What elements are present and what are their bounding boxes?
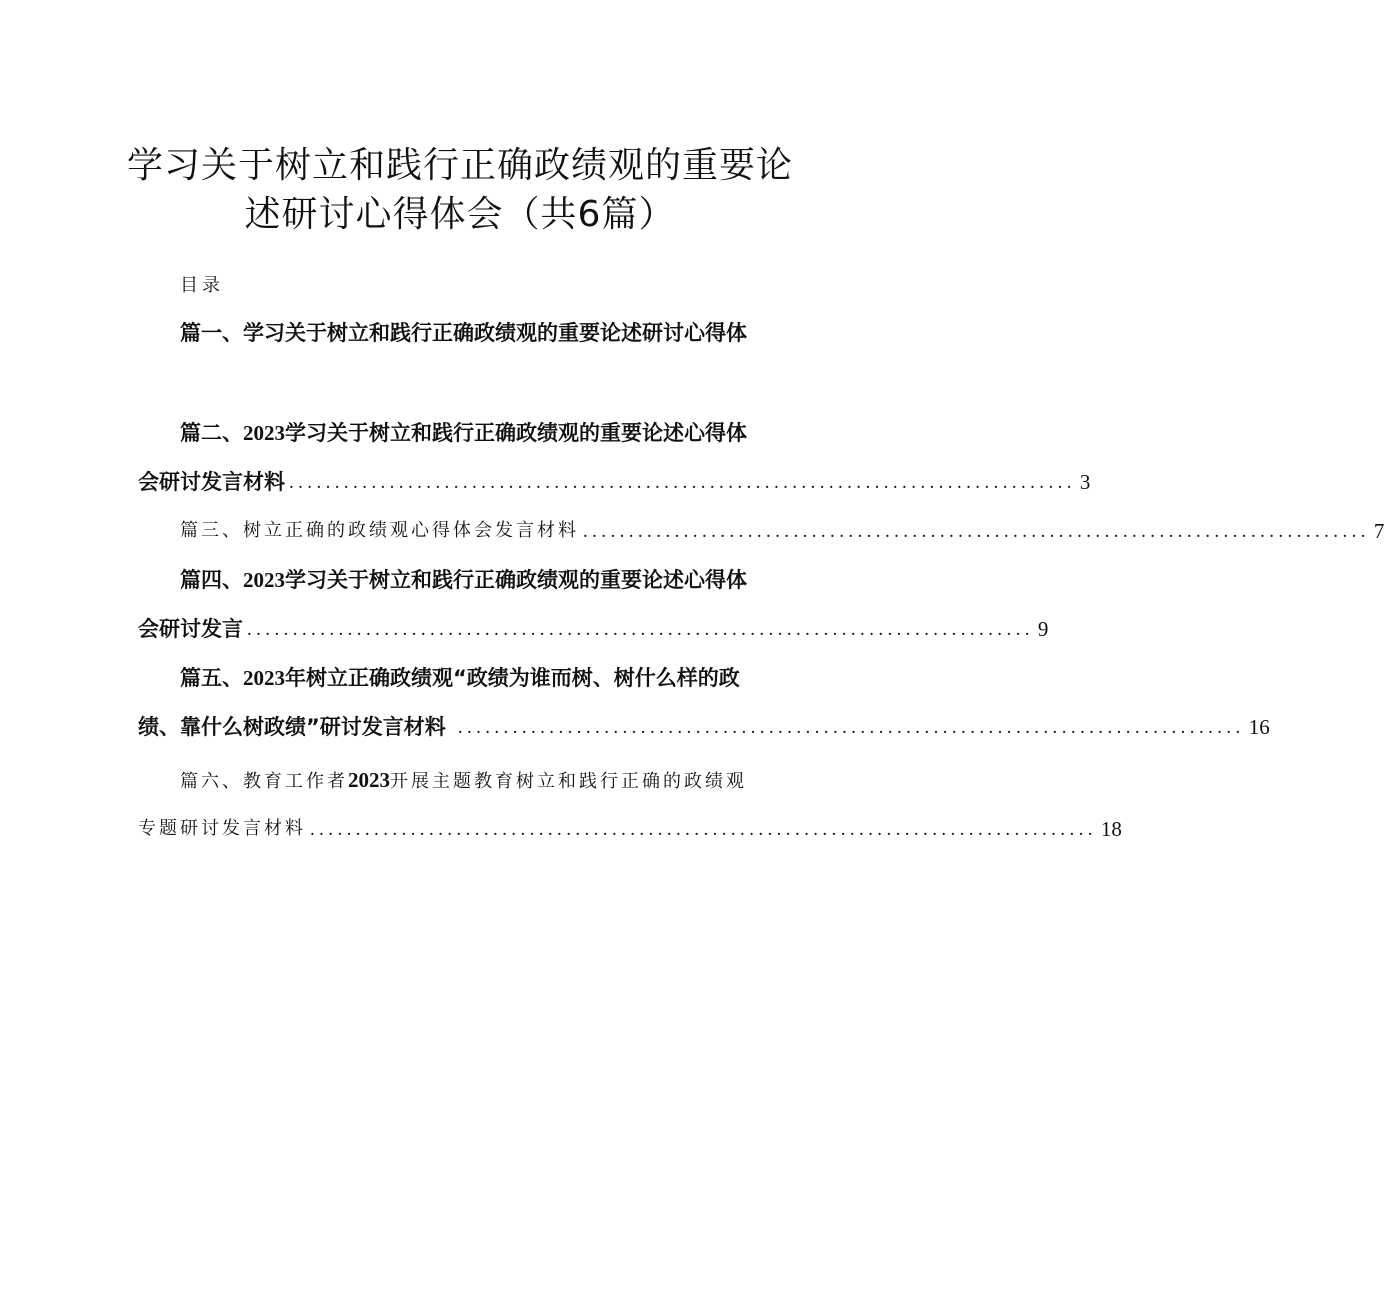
toc-entry-5-line-2-text: 绩、靠什么树政绩”研讨发言材料: [138, 715, 446, 739]
toc-entry-6-line-2-text: 专题研讨发言材料: [138, 818, 306, 839]
toc-entry-2-line-2-text: 会研讨发言材料: [138, 470, 285, 494]
toc-entry-4-line-2-text: 会研讨发言: [138, 617, 243, 641]
document-title-line-1: 学习关于树立和践行正确政绩观的重要论: [126, 145, 793, 186]
dot-leader: ......................................................................................: [583, 521, 1370, 542]
toc-entry-2-year: 2023: [243, 421, 285, 445]
toc-entry-2-line-1[interactable]: [180, 420, 747, 446]
dot-leader: ......................................................................................: [457, 717, 1245, 738]
toc-entry-4-year: 2023: [243, 568, 285, 592]
toc-entry-5-line-2[interactable]: [138, 714, 1270, 740]
toc-entry-5-year: 2023: [243, 666, 285, 690]
toc-entry-4-prefix: 篇四、: [180, 568, 243, 592]
dot-leader: ......................................................................................: [289, 472, 1076, 493]
toc-entry-6-rest: 开展主题教育树立和践行正确的政绩观: [390, 771, 747, 792]
toc-entry-1[interactable]: [180, 320, 747, 346]
dot-leader: ......................................................................................: [310, 819, 1097, 840]
toc-entry-5-rest: 年树立正确政绩观“政绩为谁而树、树什么样的政: [285, 666, 740, 690]
toc-entry-5-line-1[interactable]: [180, 665, 740, 691]
toc-entry-4-page: 9: [1037, 617, 1049, 641]
toc-entry-6-prefix: 篇六、教育工作者: [180, 771, 348, 792]
toc-entry-6-line-1[interactable]: [180, 767, 747, 795]
toc-entry-3-text: 篇三、树立正确的政绩观心得体会发言材料: [180, 520, 579, 541]
toc-entry-2-page: 3: [1079, 470, 1091, 494]
toc-entry-6-year: 2023: [348, 768, 390, 792]
toc-entry-3-page: 7: [1373, 519, 1384, 543]
toc-entry-2-rest: 学习关于树立和践行正确政绩观的重要论述心得体: [285, 421, 747, 445]
toc-entry-4-line-1[interactable]: [180, 567, 747, 593]
toc-entry-3[interactable]: [180, 518, 1384, 544]
toc-heading: 目录: [180, 275, 224, 296]
toc-entry-1-text: 篇一、学习关于树立和践行正确政绩观的重要论述研讨心得体: [180, 321, 747, 345]
toc-entry-2-line-2[interactable]: [138, 469, 1091, 495]
toc-entry-6-line-2[interactable]: [138, 816, 1122, 842]
dot-leader: ......................................................................................: [247, 619, 1034, 640]
toc-entry-5-page: 16: [1248, 715, 1270, 739]
toc-entry-2-prefix: 篇二、: [180, 421, 243, 445]
toc-entry-5-prefix: 篇五、: [180, 666, 243, 690]
toc-entry-6-page: 18: [1100, 817, 1122, 841]
document-title-line-2: 述研讨心得体会（共6篇）: [244, 194, 676, 235]
toc-entry-4-line-2[interactable]: [138, 616, 1049, 642]
toc-entry-4-rest: 学习关于树立和践行正确政绩观的重要论述心得体: [285, 568, 747, 592]
